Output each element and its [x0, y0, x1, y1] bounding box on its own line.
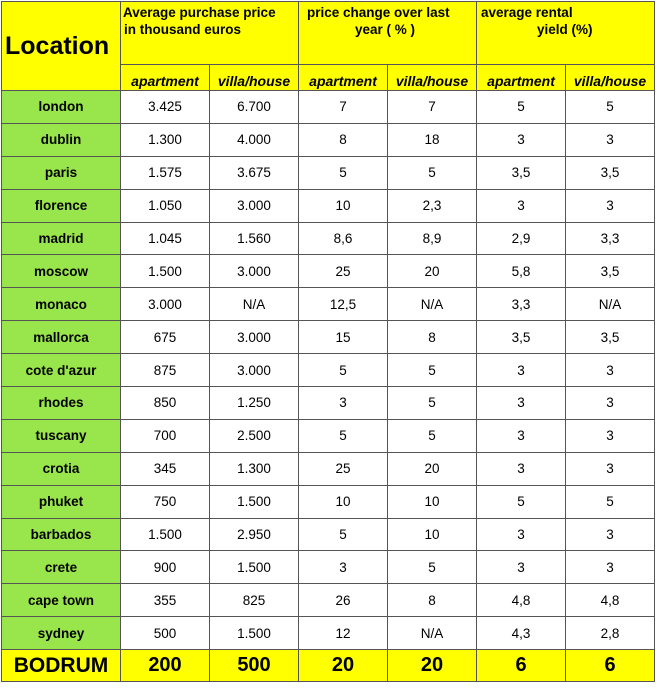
- value-cell: 3: [566, 452, 655, 485]
- value-cell: 4.000: [210, 123, 299, 156]
- value-cell: 2.950: [210, 518, 299, 551]
- purchase-price-header-line2: in thousand euros: [124, 22, 242, 37]
- value-cell: 4,8: [566, 584, 655, 617]
- value-cell: 3,5: [477, 321, 566, 354]
- value-cell: 700: [121, 419, 210, 452]
- value-cell: 12: [299, 617, 388, 650]
- subheader-villa-house: villa/house: [210, 65, 299, 91]
- table-row: [2, 288, 655, 321]
- value-cell: 1.050: [121, 189, 210, 222]
- value-cell: 2,3: [388, 189, 477, 222]
- value-cell: 5: [388, 156, 477, 189]
- value-cell: 3,3: [477, 288, 566, 321]
- value-cell: 1.560: [210, 222, 299, 255]
- footer-value-cell: 500: [210, 650, 299, 682]
- value-cell: 10: [388, 518, 477, 551]
- table-row: [2, 156, 655, 189]
- value-cell: 3: [566, 387, 655, 420]
- footer-value-cell: 20: [388, 650, 477, 682]
- header-row: [2, 2, 655, 65]
- value-cell: 1.500: [210, 617, 299, 650]
- value-cell: 3: [477, 387, 566, 420]
- location-header: Location: [2, 2, 121, 91]
- value-cell: 875: [121, 354, 210, 387]
- table-row: [2, 485, 655, 518]
- value-cell: 1.250: [210, 387, 299, 420]
- value-cell: N/A: [566, 288, 655, 321]
- value-cell: 5: [477, 91, 566, 124]
- value-cell: 3.000: [210, 354, 299, 387]
- city-cell: london: [2, 91, 121, 124]
- table-row: [2, 222, 655, 255]
- value-cell: 3: [566, 551, 655, 584]
- value-cell: 3,5: [477, 156, 566, 189]
- value-cell: 10: [299, 189, 388, 222]
- value-cell: 1.500: [210, 485, 299, 518]
- value-cell: 750: [121, 485, 210, 518]
- value-cell: 5: [388, 387, 477, 420]
- value-cell: 10: [299, 485, 388, 518]
- value-cell: 1.045: [121, 222, 210, 255]
- city-cell: madrid: [2, 222, 121, 255]
- value-cell: 825: [210, 584, 299, 617]
- value-cell: 3,5: [566, 255, 655, 288]
- value-cell: 5: [388, 354, 477, 387]
- value-cell: 3: [299, 387, 388, 420]
- value-cell: 3: [566, 354, 655, 387]
- city-cell: crotia: [2, 452, 121, 485]
- value-cell: 8: [388, 584, 477, 617]
- rental-yield-header-line2: yield (%): [537, 22, 593, 37]
- value-cell: 3.000: [121, 288, 210, 321]
- value-cell: 5: [477, 485, 566, 518]
- rental-yield-header: [477, 2, 655, 65]
- value-cell: 25: [299, 255, 388, 288]
- value-cell: 5: [299, 518, 388, 551]
- table-row: [2, 354, 655, 387]
- value-cell: 3: [477, 189, 566, 222]
- value-cell: 8: [388, 321, 477, 354]
- subheader-apartment: apartment: [299, 65, 388, 91]
- value-cell: 1.300: [210, 452, 299, 485]
- value-cell: 18: [388, 123, 477, 156]
- value-cell: 3: [477, 419, 566, 452]
- value-cell: 8,6: [299, 222, 388, 255]
- value-cell: 3,5: [566, 156, 655, 189]
- city-cell: tuscany: [2, 419, 121, 452]
- purchase-price-header: [121, 2, 299, 65]
- value-cell: N/A: [388, 288, 477, 321]
- value-cell: 3.425: [121, 91, 210, 124]
- table-row: [2, 91, 655, 124]
- value-cell: 3,3: [566, 222, 655, 255]
- table-row: [2, 123, 655, 156]
- bodrum-row: [2, 650, 655, 682]
- value-cell: 3.675: [210, 156, 299, 189]
- value-cell: 5,8: [477, 255, 566, 288]
- city-cell: monaco: [2, 288, 121, 321]
- value-cell: 3: [566, 189, 655, 222]
- value-cell: 3: [566, 123, 655, 156]
- value-cell: 1.500: [121, 255, 210, 288]
- rental-yield-header-line1: average rental: [481, 5, 573, 20]
- value-cell: 20: [388, 452, 477, 485]
- city-cell: cape town: [2, 584, 121, 617]
- price-change-header: [299, 2, 477, 65]
- property-table: [1, 1, 655, 682]
- value-cell: 3.000: [210, 255, 299, 288]
- value-cell: 6.700: [210, 91, 299, 124]
- value-cell: 25: [299, 452, 388, 485]
- city-cell: crete: [2, 551, 121, 584]
- value-cell: 26: [299, 584, 388, 617]
- value-cell: 5: [299, 354, 388, 387]
- city-cell: dublin: [2, 123, 121, 156]
- value-cell: 5: [388, 419, 477, 452]
- value-cell: 850: [121, 387, 210, 420]
- table-row: [2, 387, 655, 420]
- table-row: [2, 617, 655, 650]
- table-row: [2, 518, 655, 551]
- table-row: [2, 321, 655, 354]
- value-cell: 2.500: [210, 419, 299, 452]
- value-cell: 3.000: [210, 321, 299, 354]
- value-cell: 10: [388, 485, 477, 518]
- value-cell: 3,5: [566, 321, 655, 354]
- subheader-apartment: apartment: [121, 65, 210, 91]
- price-change-header-line1: price change over last: [307, 5, 450, 20]
- value-cell: 675: [121, 321, 210, 354]
- city-cell: moscow: [2, 255, 121, 288]
- table-row: [2, 551, 655, 584]
- value-cell: 7: [388, 91, 477, 124]
- city-cell: cote d'azur: [2, 354, 121, 387]
- value-cell: 3: [477, 518, 566, 551]
- purchase-price-header-line1: Average purchase price: [123, 5, 276, 20]
- value-cell: 3: [477, 551, 566, 584]
- value-cell: N/A: [210, 288, 299, 321]
- value-cell: 3: [477, 452, 566, 485]
- table-row: [2, 452, 655, 485]
- footer-value-cell: 6: [566, 650, 655, 682]
- value-cell: 15: [299, 321, 388, 354]
- value-cell: 2,8: [566, 617, 655, 650]
- value-cell: 5: [388, 551, 477, 584]
- subheader-villa-house: villa/house: [388, 65, 477, 91]
- value-cell: 500: [121, 617, 210, 650]
- value-cell: 3: [566, 518, 655, 551]
- value-cell: 12,5: [299, 288, 388, 321]
- value-cell: 20: [388, 255, 477, 288]
- value-cell: 4,8: [477, 584, 566, 617]
- value-cell: 8: [299, 123, 388, 156]
- subheader-villa-house: villa/house: [566, 65, 655, 91]
- value-cell: 1.500: [121, 518, 210, 551]
- value-cell: 3: [477, 123, 566, 156]
- value-cell: 5: [566, 91, 655, 124]
- value-cell: 8,9: [388, 222, 477, 255]
- value-cell: 3: [477, 354, 566, 387]
- subheader-apartment: apartment: [477, 65, 566, 91]
- value-cell: 2,9: [477, 222, 566, 255]
- value-cell: N/A: [388, 617, 477, 650]
- value-cell: 4,3: [477, 617, 566, 650]
- price-change-header-line2: year ( % ): [355, 22, 416, 37]
- value-cell: 3.000: [210, 189, 299, 222]
- table-row: [2, 419, 655, 452]
- table-row: [2, 189, 655, 222]
- value-cell: 5: [299, 419, 388, 452]
- city-cell: paris: [2, 156, 121, 189]
- footer-value-cell: 200: [121, 650, 210, 682]
- city-cell: mallorca: [2, 321, 121, 354]
- city-cell: sydney: [2, 617, 121, 650]
- table-row: [2, 255, 655, 288]
- city-cell: rhodes: [2, 387, 121, 420]
- value-cell: 3: [299, 551, 388, 584]
- table-row: [2, 584, 655, 617]
- value-cell: 1.575: [121, 156, 210, 189]
- value-cell: 5: [566, 485, 655, 518]
- value-cell: 1.300: [121, 123, 210, 156]
- value-cell: 345: [121, 452, 210, 485]
- value-cell: 900: [121, 551, 210, 584]
- footer-value-cell: 6: [477, 650, 566, 682]
- city-cell: florence: [2, 189, 121, 222]
- value-cell: 7: [299, 91, 388, 124]
- value-cell: 1.500: [210, 551, 299, 584]
- footer-city-cell: BODRUM: [2, 650, 121, 682]
- footer-value-cell: 20: [299, 650, 388, 682]
- value-cell: 5: [299, 156, 388, 189]
- city-cell: phuket: [2, 485, 121, 518]
- value-cell: 3: [566, 419, 655, 452]
- value-cell: 355: [121, 584, 210, 617]
- city-cell: barbados: [2, 518, 121, 551]
